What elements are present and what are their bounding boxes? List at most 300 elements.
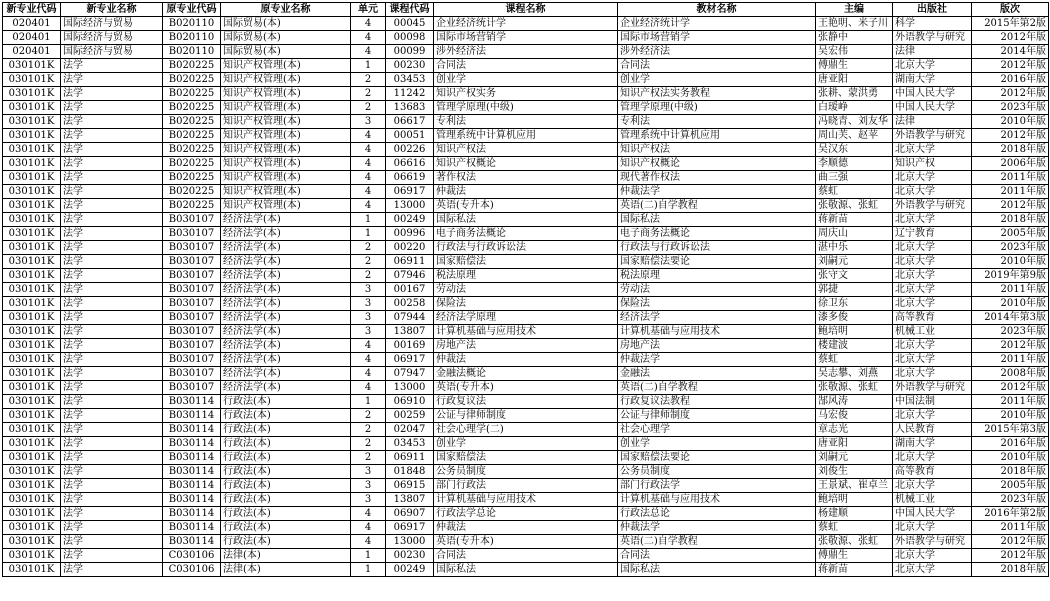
cell-editor: 张静中 [816, 31, 893, 45]
cell-course-code: 00045 [386, 17, 434, 31]
cell-course-name: 经济法学原理 [434, 311, 618, 325]
cell-new-major-code: 030101K [3, 241, 61, 255]
cell-editor: 周山芙、赵苹 [816, 129, 893, 143]
cell-old-major-code: B030114 [163, 507, 221, 521]
cell-old-major-code: B030107 [163, 255, 221, 269]
cell-publisher: 北京大学 [893, 297, 972, 311]
cell-old-major-name: 法律(本) [221, 549, 351, 563]
cell-editor: 蔡虹 [816, 353, 893, 367]
cell-new-major-code: 030101K [3, 269, 61, 283]
table-row [3, 465, 1049, 479]
cell-old-major-code: B030107 [163, 311, 221, 325]
cell-publisher: 北京大学 [893, 269, 972, 283]
cell-new-major-code: 030101K [3, 283, 61, 297]
table-row [3, 17, 1049, 31]
cell-publisher: 中国人民大学 [893, 507, 972, 521]
cell-editor: 吴汉东 [816, 143, 893, 157]
cell-old-major-name: 知识产权管理(本) [221, 199, 351, 213]
cell-new-major-code: 030101K [3, 255, 61, 269]
cell-course-name: 著作权法 [434, 171, 618, 185]
cell-new-major-code: 030101K [3, 143, 61, 157]
cell-old-major-name: 行政法(本) [221, 535, 351, 549]
cell-new-major-name: 法学 [61, 241, 163, 255]
cell-course-code: 06616 [386, 157, 434, 171]
cell-new-major-code: 030101K [3, 521, 61, 535]
cell-course-code: 00249 [386, 213, 434, 227]
cell-course-name: 行政复议法 [434, 395, 618, 409]
cell-publisher: 北京大学 [893, 409, 972, 423]
cell-textbook-name: 行政法与行政诉讼法 [618, 241, 816, 255]
cell-publisher: 北京大学 [893, 185, 972, 199]
cell-textbook-name: 国际私法 [618, 213, 816, 227]
table-row [3, 45, 1049, 59]
cell-publisher: 北京大学 [893, 213, 972, 227]
cell-old-major-name: 经济法学(本) [221, 297, 351, 311]
cell-course-name: 计算机基础与应用技术 [434, 325, 618, 339]
cell-unit: 4 [351, 535, 386, 549]
cell-textbook-name: 行政复议法教程 [618, 395, 816, 409]
cell-new-major-name: 法学 [61, 185, 163, 199]
cell-edition: 2010年版 [972, 451, 1049, 465]
cell-unit: 2 [351, 409, 386, 423]
header-row [3, 3, 1049, 17]
header-publisher: 出版社 [893, 3, 972, 17]
cell-textbook-name: 金融法 [618, 367, 816, 381]
cell-course-code: 00051 [386, 129, 434, 143]
cell-course-code: 06907 [386, 507, 434, 521]
cell-editor: 蔡虹 [816, 185, 893, 199]
cell-course-code: 02047 [386, 423, 434, 437]
cell-new-major-code: 030101K [3, 381, 61, 395]
cell-publisher: 人民教育 [893, 423, 972, 437]
cell-old-major-code: B020110 [163, 45, 221, 59]
cell-course-name: 社会心理学(二) [434, 423, 618, 437]
cell-unit: 4 [351, 171, 386, 185]
cell-old-major-name: 国际贸易(本) [221, 45, 351, 59]
cell-new-major-name: 法学 [61, 367, 163, 381]
cell-old-major-code: B030107 [163, 381, 221, 395]
cell-editor: 冯晓青、刘友华 [816, 115, 893, 129]
cell-unit: 4 [351, 521, 386, 535]
cell-old-major-code: B020225 [163, 185, 221, 199]
cell-course-code: 11242 [386, 87, 434, 101]
cell-new-major-code: 030101K [3, 73, 61, 87]
cell-course-name: 英语(专升本) [434, 199, 618, 213]
cell-publisher: 北京大学 [893, 367, 972, 381]
table-row [3, 367, 1049, 381]
cell-old-major-code: B020225 [163, 143, 221, 157]
cell-unit: 4 [351, 199, 386, 213]
cell-course-name: 劳动法 [434, 283, 618, 297]
cell-editor: 杨建顺 [816, 507, 893, 521]
cell-edition: 2014年第3版 [972, 311, 1049, 325]
cell-textbook-name: 英语(二)自学教程 [618, 199, 816, 213]
cell-edition: 2012年版 [972, 199, 1049, 213]
cell-old-major-name: 行政法(本) [221, 437, 351, 451]
cell-old-major-code: B030114 [163, 521, 221, 535]
cell-course-name: 金融法概论 [434, 367, 618, 381]
cell-editor: 张敬源、张虹 [816, 381, 893, 395]
cell-textbook-name: 房地产法 [618, 339, 816, 353]
cell-new-major-name: 法学 [61, 521, 163, 535]
cell-edition: 2011年版 [972, 353, 1049, 367]
cell-old-major-name: 经济法学(本) [221, 353, 351, 367]
cell-textbook-name: 知识产权概论 [618, 157, 816, 171]
table-row [3, 297, 1049, 311]
cell-edition: 2012年版 [972, 59, 1049, 73]
cell-textbook-name: 劳动法 [618, 283, 816, 297]
cell-editor: 李顺德 [816, 157, 893, 171]
cell-old-major-code: B030107 [163, 325, 221, 339]
cell-old-major-name: 知识产权管理(本) [221, 171, 351, 185]
cell-edition: 2008年版 [972, 367, 1049, 381]
cell-new-major-code: 030101K [3, 325, 61, 339]
cell-old-major-name: 知识产权管理(本) [221, 157, 351, 171]
cell-unit: 3 [351, 311, 386, 325]
cell-edition: 2016年第2版 [972, 507, 1049, 521]
cell-edition: 2015年第3版 [972, 423, 1049, 437]
cell-old-major-name: 行政法(本) [221, 507, 351, 521]
cell-textbook-name: 经济法学 [618, 311, 816, 325]
cell-edition: 2011年版 [972, 283, 1049, 297]
cell-textbook-name: 电子商务法概论 [618, 227, 816, 241]
cell-new-major-name: 法学 [61, 171, 163, 185]
cell-unit: 2 [351, 255, 386, 269]
cell-edition: 2011年版 [972, 395, 1049, 409]
cell-new-major-name: 法学 [61, 437, 163, 451]
cell-edition: 2023年版 [972, 325, 1049, 339]
table-row [3, 521, 1049, 535]
cell-old-major-name: 知识产权管理(本) [221, 73, 351, 87]
cell-course-code: 07947 [386, 367, 434, 381]
cell-unit: 1 [351, 563, 386, 577]
cell-publisher: 高等教育 [893, 311, 972, 325]
cell-old-major-code: B030107 [163, 241, 221, 255]
table-row [3, 129, 1049, 143]
cell-course-code: 00226 [386, 143, 434, 157]
cell-edition: 2023年版 [972, 241, 1049, 255]
cell-old-major-name: 行政法(本) [221, 479, 351, 493]
cell-course-name: 国际市场营销学 [434, 31, 618, 45]
cell-editor: 周庆山 [816, 227, 893, 241]
cell-edition: 2016年版 [972, 73, 1049, 87]
cell-edition: 2012年版 [972, 549, 1049, 563]
cell-old-major-name: 国际贸易(本) [221, 31, 351, 45]
cell-textbook-name: 合同法 [618, 59, 816, 73]
cell-editor: 张耕、蒙洪勇 [816, 87, 893, 101]
cell-course-code: 00258 [386, 297, 434, 311]
cell-old-major-code: B030107 [163, 367, 221, 381]
cell-course-code: 06911 [386, 255, 434, 269]
table-row [3, 493, 1049, 507]
cell-old-major-name: 经济法学(本) [221, 283, 351, 297]
cell-course-code: 00230 [386, 549, 434, 563]
cell-publisher: 法律 [893, 115, 972, 129]
cell-old-major-name: 经济法学(本) [221, 227, 351, 241]
cell-unit: 4 [351, 381, 386, 395]
cell-textbook-name: 创业学 [618, 437, 816, 451]
cell-new-major-name: 法学 [61, 563, 163, 577]
cell-edition: 2012年版 [972, 535, 1049, 549]
table-row [3, 283, 1049, 297]
cell-editor: 唐亚阳 [816, 437, 893, 451]
cell-old-major-code: B030114 [163, 423, 221, 437]
cell-unit: 1 [351, 213, 386, 227]
cell-editor: 刘俊生 [816, 465, 893, 479]
header-unit: 单元 [351, 3, 386, 17]
header-old-major-name: 原专业名称 [221, 3, 351, 17]
cell-old-major-name: 行政法(本) [221, 493, 351, 507]
cell-old-major-name: 法律(本) [221, 563, 351, 577]
cell-course-code: 00259 [386, 409, 434, 423]
cell-course-name: 部门行政法 [434, 479, 618, 493]
cell-edition: 2010年版 [972, 297, 1049, 311]
cell-edition: 2019年第9版 [972, 269, 1049, 283]
cell-new-major-code: 030101K [3, 311, 61, 325]
table-row [3, 143, 1049, 157]
cell-unit: 3 [351, 283, 386, 297]
cell-old-major-name: 国际贸易(本) [221, 17, 351, 31]
cell-course-code: 13683 [386, 101, 434, 115]
cell-edition: 2010年版 [972, 255, 1049, 269]
cell-edition: 2018年版 [972, 143, 1049, 157]
cell-edition: 2010年版 [972, 115, 1049, 129]
cell-course-name: 英语(专升本) [434, 381, 618, 395]
cell-course-name: 企业经济统计学 [434, 17, 618, 31]
cell-unit: 3 [351, 297, 386, 311]
cell-editor: 张敬源、张虹 [816, 535, 893, 549]
cell-course-name: 房地产法 [434, 339, 618, 353]
cell-editor: 王艳明、米子川 [816, 17, 893, 31]
cell-edition: 2018年版 [972, 465, 1049, 479]
cell-edition: 2012年版 [972, 31, 1049, 45]
cell-new-major-code: 030101K [3, 171, 61, 185]
cell-old-major-code: B020225 [163, 171, 221, 185]
cell-edition: 2016年版 [972, 437, 1049, 451]
cell-edition: 2011年版 [972, 521, 1049, 535]
cell-edition: 2018年版 [972, 213, 1049, 227]
cell-unit: 2 [351, 423, 386, 437]
cell-new-major-name: 法学 [61, 73, 163, 87]
cell-course-name: 专利法 [434, 115, 618, 129]
textbook-table [2, 2, 1049, 577]
cell-course-code: 13000 [386, 535, 434, 549]
cell-old-major-name: 知识产权管理(本) [221, 129, 351, 143]
cell-publisher: 北京大学 [893, 563, 972, 577]
cell-old-major-name: 行政法(本) [221, 521, 351, 535]
cell-edition: 2011年版 [972, 171, 1049, 185]
cell-old-major-name: 经济法学(本) [221, 255, 351, 269]
cell-course-code: 06617 [386, 115, 434, 129]
cell-publisher: 机械工业 [893, 493, 972, 507]
cell-course-code: 00169 [386, 339, 434, 353]
cell-course-name: 公证与律师制度 [434, 409, 618, 423]
cell-publisher: 知识产权 [893, 157, 972, 171]
cell-course-code: 07946 [386, 269, 434, 283]
cell-old-major-code: B020110 [163, 31, 221, 45]
cell-old-major-code: B020225 [163, 73, 221, 87]
cell-editor: 章志光 [816, 423, 893, 437]
cell-edition: 2023年版 [972, 493, 1049, 507]
cell-new-major-code: 020401 [3, 31, 61, 45]
cell-old-major-code: B030114 [163, 493, 221, 507]
cell-editor: 蒋新苗 [816, 213, 893, 227]
cell-new-major-name: 法学 [61, 339, 163, 353]
cell-new-major-name: 法学 [61, 129, 163, 143]
cell-publisher: 北京大学 [893, 255, 972, 269]
cell-unit: 4 [351, 157, 386, 171]
cell-unit: 2 [351, 437, 386, 451]
cell-publisher: 北京大学 [893, 549, 972, 563]
cell-publisher: 外语教学与研究 [893, 381, 972, 395]
cell-editor: 湛中乐 [816, 241, 893, 255]
cell-new-major-code: 030101K [3, 339, 61, 353]
cell-old-major-code: B030107 [163, 269, 221, 283]
cell-editor: 白瑷峥 [816, 101, 893, 115]
cell-new-major-code: 030101K [3, 185, 61, 199]
cell-new-major-code: 030101K [3, 423, 61, 437]
cell-edition: 2012年版 [972, 339, 1049, 353]
cell-new-major-name: 法学 [61, 451, 163, 465]
cell-unit: 3 [351, 465, 386, 479]
cell-publisher: 湖南大学 [893, 437, 972, 451]
cell-edition: 2023年版 [972, 101, 1049, 115]
table-row [3, 507, 1049, 521]
cell-editor: 刘嗣元 [816, 451, 893, 465]
cell-course-code: 00230 [386, 59, 434, 73]
cell-publisher: 辽宁教育 [893, 227, 972, 241]
header-edition: 版次 [972, 3, 1049, 17]
cell-old-major-name: 经济法学(本) [221, 213, 351, 227]
cell-old-major-name: 知识产权管理(本) [221, 115, 351, 129]
header-editor: 主编 [816, 3, 893, 17]
table-row [3, 353, 1049, 367]
table-row [3, 59, 1049, 73]
table-row [3, 171, 1049, 185]
cell-old-major-code: C030106 [163, 549, 221, 563]
table-row [3, 409, 1049, 423]
cell-textbook-name: 部门行政法学 [618, 479, 816, 493]
cell-editor: 郭捷 [816, 283, 893, 297]
cell-publisher: 外语教学与研究 [893, 199, 972, 213]
cell-new-major-name: 法学 [61, 423, 163, 437]
cell-new-major-code: 030101K [3, 507, 61, 521]
cell-textbook-name: 合同法 [618, 549, 816, 563]
cell-textbook-name: 计算机基础与应用技术 [618, 325, 816, 339]
cell-editor: 傅鼎生 [816, 549, 893, 563]
cell-publisher: 中国人民大学 [893, 101, 972, 115]
cell-course-code: 07944 [386, 311, 434, 325]
cell-edition: 2005年版 [972, 479, 1049, 493]
cell-old-major-name: 行政法(本) [221, 451, 351, 465]
cell-course-code: 03453 [386, 437, 434, 451]
cell-old-major-code: B020225 [163, 101, 221, 115]
cell-publisher: 法律 [893, 45, 972, 59]
table-row [3, 31, 1049, 45]
cell-edition: 2014年版 [972, 45, 1049, 59]
cell-old-major-code: B030107 [163, 227, 221, 241]
table-row [3, 101, 1049, 115]
cell-old-major-code: B030114 [163, 479, 221, 493]
cell-course-name: 知识产权概论 [434, 157, 618, 171]
table-row [3, 395, 1049, 409]
cell-new-major-code: 030101K [3, 297, 61, 311]
cell-textbook-name: 行政法总论 [618, 507, 816, 521]
cell-textbook-name: 英语(二)自学教程 [618, 535, 816, 549]
table-row [3, 157, 1049, 171]
cell-old-major-code: B020225 [163, 129, 221, 143]
cell-edition: 2011年版 [972, 185, 1049, 199]
header-old-major-code: 原专业代码 [163, 3, 221, 17]
cell-publisher: 高等教育 [893, 465, 972, 479]
cell-course-name: 英语(专升本) [434, 535, 618, 549]
cell-publisher: 中国法制 [893, 395, 972, 409]
cell-publisher: 科学 [893, 17, 972, 31]
cell-textbook-name: 专利法 [618, 115, 816, 129]
cell-new-major-name: 法学 [61, 283, 163, 297]
cell-unit: 1 [351, 59, 386, 73]
cell-old-major-name: 知识产权管理(本) [221, 143, 351, 157]
cell-old-major-code: B030114 [163, 535, 221, 549]
cell-publisher: 外语教学与研究 [893, 535, 972, 549]
cell-publisher: 北京大学 [893, 451, 972, 465]
table-row [3, 185, 1049, 199]
cell-editor: 郜风涛 [816, 395, 893, 409]
cell-course-code: 13807 [386, 493, 434, 507]
cell-unit: 4 [351, 45, 386, 59]
cell-course-code: 06917 [386, 521, 434, 535]
cell-unit: 4 [351, 507, 386, 521]
cell-old-major-name: 行政法(本) [221, 395, 351, 409]
cell-new-major-name: 法学 [61, 157, 163, 171]
cell-old-major-code: B030107 [163, 283, 221, 297]
table-row [3, 339, 1049, 353]
cell-publisher: 机械工业 [893, 325, 972, 339]
cell-textbook-name: 仲裁法学 [618, 521, 816, 535]
cell-textbook-name: 涉外经济法 [618, 45, 816, 59]
cell-old-major-code: B030114 [163, 465, 221, 479]
cell-old-major-code: B030114 [163, 395, 221, 409]
cell-course-name: 创业学 [434, 73, 618, 87]
cell-old-major-name: 行政法(本) [221, 423, 351, 437]
cell-new-major-name: 法学 [61, 507, 163, 521]
cell-new-major-code: 020401 [3, 45, 61, 59]
header-course-code: 课程代码 [386, 3, 434, 17]
cell-course-name: 仲裁法 [434, 521, 618, 535]
cell-editor: 徐卫东 [816, 297, 893, 311]
cell-course-code: 00167 [386, 283, 434, 297]
cell-course-code: 00249 [386, 563, 434, 577]
header-new-major-code: 新专业代码 [3, 3, 61, 17]
cell-new-major-name: 法学 [61, 409, 163, 423]
cell-edition: 2018年版 [972, 563, 1049, 577]
cell-course-name: 管理学原理(中级) [434, 101, 618, 115]
cell-course-code: 06619 [386, 171, 434, 185]
cell-course-code: 00996 [386, 227, 434, 241]
table-row [3, 227, 1049, 241]
table-row [3, 437, 1049, 451]
cell-unit: 2 [351, 73, 386, 87]
cell-course-code: 06917 [386, 185, 434, 199]
cell-new-major-code: 030101K [3, 409, 61, 423]
cell-editor: 鲍培明 [816, 325, 893, 339]
cell-textbook-name: 公证与律师制度 [618, 409, 816, 423]
cell-old-major-code: B020225 [163, 115, 221, 129]
cell-new-major-name: 法学 [61, 297, 163, 311]
cell-textbook-name: 知识产权法 [618, 143, 816, 157]
cell-new-major-code: 030101K [3, 535, 61, 549]
cell-textbook-name: 创业学 [618, 73, 816, 87]
